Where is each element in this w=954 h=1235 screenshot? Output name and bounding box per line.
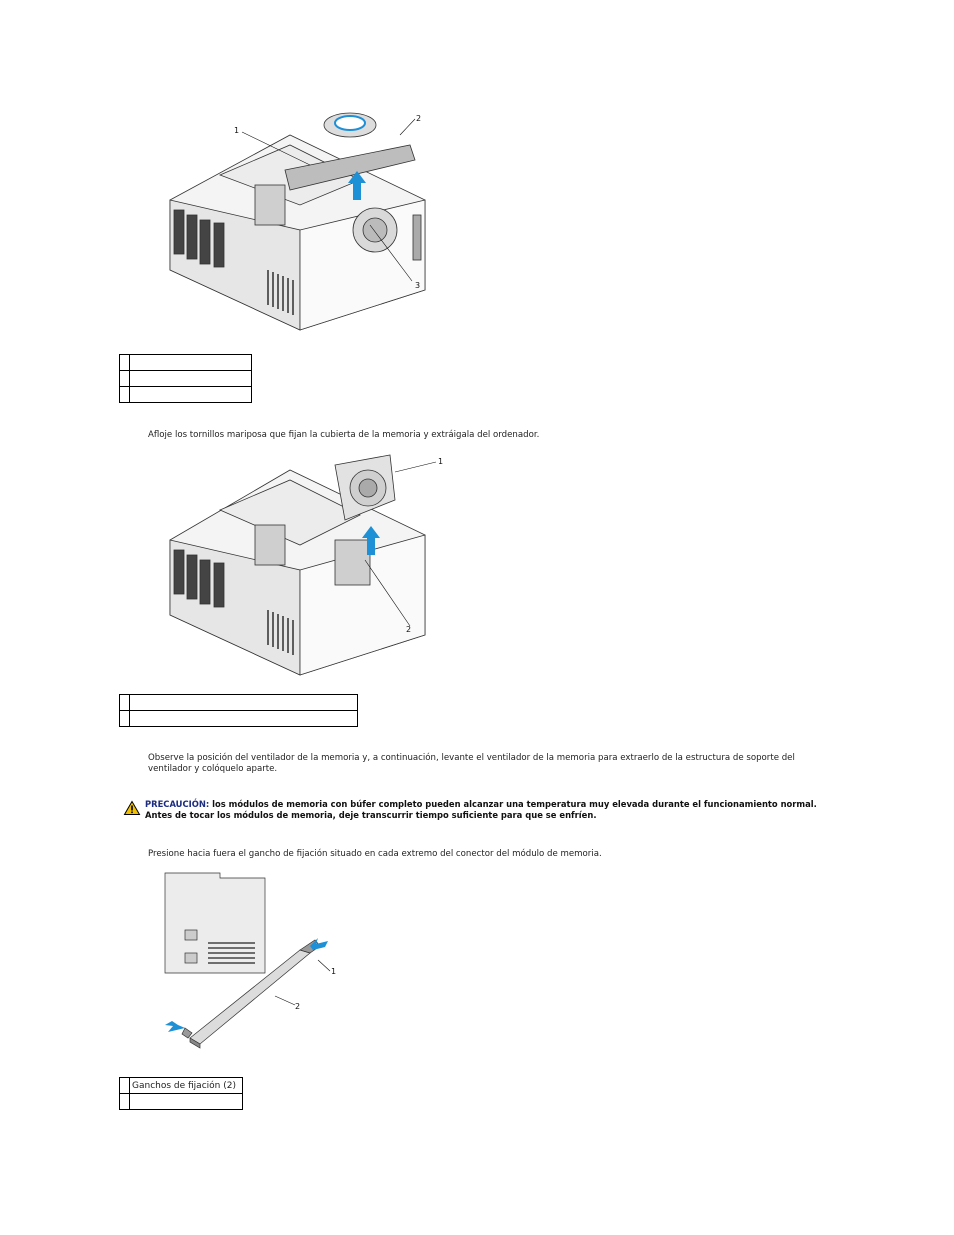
legend-text <box>130 371 252 387</box>
callout-1: 1 <box>234 126 240 135</box>
legend-number <box>120 1094 130 1110</box>
legend-number <box>120 355 130 371</box>
figure-remove-memory-cover <box>160 105 430 335</box>
table-row <box>120 711 358 727</box>
figure-remove-memory-fan <box>160 450 444 680</box>
legend-number <box>120 711 130 727</box>
step-text-1: Afloje los tornillos mariposa que fijan la cubierta de la memoria y extráigala del ordenador. <box>148 430 540 440</box>
legend-text <box>130 355 252 371</box>
table-row <box>120 1078 243 1094</box>
callout-1: 1 <box>331 967 337 976</box>
table-row <box>120 695 358 711</box>
callout-3: 3 <box>415 281 421 290</box>
step-text-2: Observe la posición del ventilador de la memoria y, a continuación, levante el ventilador de la memoria para extraerlo de la estructura de soporte del ventilador y colóquelo aparte. <box>148 753 795 774</box>
step-text-3: Presione hacia fuera el gancho de fijación situado en cada extremo del conector del módulo de memoria. <box>148 849 602 859</box>
figure2-legend-table <box>119 694 358 727</box>
figure3-legend-table <box>119 1077 243 1110</box>
caution-body: los módulos de memoria con búfer completo pueden alcanzar una temperatura muy elevada durante el funcionamiento normal. Antes de tocar los módulos de memoria, deje transcurrir tiempo suficiente para que se enfríen. <box>145 799 817 820</box>
caution-text <box>145 799 825 821</box>
figure-memory-connector-clips <box>160 868 350 1053</box>
table-row <box>120 355 252 371</box>
legend-number <box>120 1078 130 1094</box>
table-row <box>120 371 252 387</box>
legend-number <box>120 695 130 711</box>
callout-2: 2 <box>416 114 422 123</box>
legend-text <box>130 695 358 711</box>
legend-text <box>130 387 252 403</box>
warning-triangle-icon <box>124 801 140 815</box>
legend-text: Ganchos de fijación (2) <box>130 1078 243 1094</box>
legend-number <box>120 387 130 403</box>
table-row <box>120 1094 243 1110</box>
caution-label: PRECAUCIÓN: <box>145 799 210 809</box>
table-row <box>120 387 252 403</box>
legend-number <box>120 371 130 387</box>
legend-text <box>130 1094 243 1110</box>
figure1-legend-table <box>119 354 252 403</box>
callout-2: 2 <box>295 1002 301 1011</box>
callout-2: 2 <box>406 625 412 634</box>
callout-1: 1 <box>438 457 444 466</box>
legend-text <box>130 711 358 727</box>
